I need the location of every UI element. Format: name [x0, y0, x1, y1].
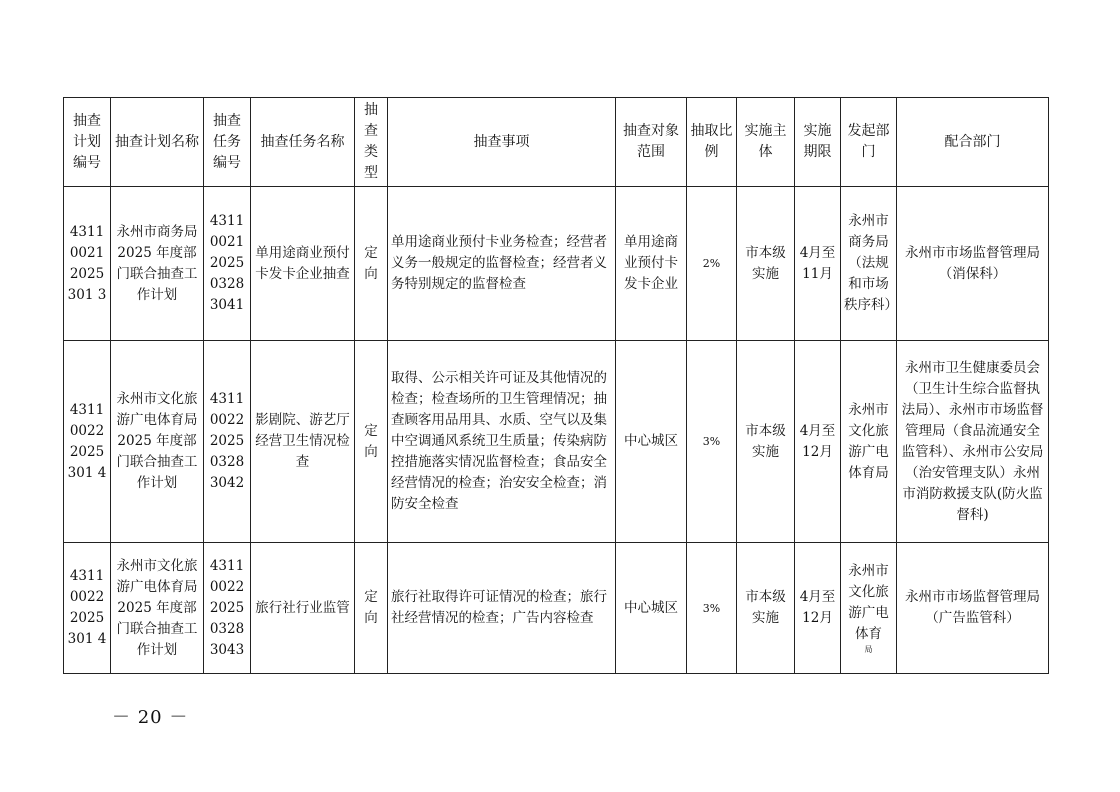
header-plan-name: 抽查计划名称	[111, 98, 204, 187]
header-period: 实施期限	[795, 98, 841, 187]
cell-period: 4月至11月	[795, 187, 841, 341]
cell-executor: 市本级实施	[737, 187, 795, 341]
header-items: 抽查事项	[388, 98, 616, 187]
cell-items: 旅行社取得许可证情况的检查；旅行社经营情况的检查；广告内容检查	[388, 543, 616, 674]
cell-scope: 单用途商业预付卡发卡企业	[616, 187, 687, 341]
cell-task-name: 单用途商业预付卡发卡企业抽查	[251, 187, 355, 341]
cell-initiator	[841, 543, 897, 674]
cell-initiator: 永州市商务局（法规和市场秩序科）	[841, 187, 897, 341]
cell-plan-name: 永州市文化旅游广电体育局 2025 年度部门联合抽查工作计划	[111, 543, 204, 674]
cell-type: 定向	[355, 341, 388, 543]
table-row	[64, 543, 1049, 674]
cell-plan-name: 永州市商务局 2025 年度部门联合抽查工作计划	[111, 187, 204, 341]
cell-type: 定向	[355, 543, 388, 674]
cell-items: 取得、公示相关许可证及其他情况的检查；检查场所的卫生管理情况；抽查顾客用品用具、水质、空气以及集中空调通风系统卫生质量；传染病防控措施落实情况监督检查；食品安全经营情况的检查；治安安全检查；消防安全检查	[388, 341, 616, 543]
cell-scope: 中心城区	[616, 543, 687, 674]
header-task-no: 抽查任务编号	[204, 98, 251, 187]
cell-ratio: 2%	[687, 187, 737, 341]
cell-task-no: 4311002120250328 3041	[204, 187, 251, 341]
cell-period: 4月至12月	[795, 543, 841, 674]
cell-ratio: 3%	[687, 341, 737, 543]
header-plan-no: 抽查计划编号	[64, 98, 111, 187]
cell-initiator: 永州市文化旅游广电体育局	[841, 341, 897, 543]
cell-plan-name: 永州市文化旅游广电体育局 2025 年度部门联合抽查工作计划	[111, 341, 204, 543]
cell-executor: 市本级实施	[737, 341, 795, 543]
cell-items: 单用途商业预付卡业务检查；经营者义务一般规定的监督检查；经营者义务特别规定的监督检查	[388, 187, 616, 341]
table-row	[64, 187, 1049, 341]
cell-cooperator: 永州市市场监督管理局（消保科）	[897, 187, 1049, 341]
cell-type: 定向	[355, 187, 388, 341]
cell-cooperator: 永州市卫生健康委员会（卫生计生综合监督执法局）、永州市市场监督管理局（食品流通安全监管科）、永州市公安局（治安管理支队）永州市消防救援支队(防火监督科)	[897, 341, 1049, 543]
cell-executor: 市本级实施	[737, 543, 795, 674]
header-executor: 实施主体	[737, 98, 795, 187]
header-task-name: 抽查任务名称	[251, 98, 355, 187]
spot-check-plan-table	[63, 97, 1049, 674]
cell-period: 4月至12月	[795, 341, 841, 543]
header-cooperator: 配合部门	[897, 98, 1049, 187]
cell-task-no: 4311002220250328 3043	[204, 543, 251, 674]
cell-plan-no: 431100222025301 4	[64, 543, 111, 674]
cell-plan-no: 431100212025301 3	[64, 187, 111, 341]
initiator-main: 永州市文化旅游广电体育	[848, 563, 889, 642]
cell-ratio: 3%	[687, 543, 737, 674]
header-type: 抽查类型	[355, 98, 388, 187]
page-number: － 20 －	[112, 707, 189, 728]
header-scope: 抽查对象范围	[616, 98, 687, 187]
cell-plan-no: 431100222025301 4	[64, 341, 111, 543]
cell-scope: 中心城区	[616, 341, 687, 543]
table-row	[64, 341, 1049, 543]
cell-task-no: 4311002220250328 3042	[204, 341, 251, 543]
initiator-tail: 局	[864, 645, 873, 654]
header-initiator: 发起部门	[841, 98, 897, 187]
header-ratio: 抽取比例	[687, 98, 737, 187]
cell-cooperator: 永州市市场监督管理局（广告监管科）	[897, 543, 1049, 674]
cell-task-name: 影剧院、游艺厅经营卫生情况检查	[251, 341, 355, 543]
table-header-row	[64, 98, 1049, 187]
cell-task-name: 旅行社行业监管	[251, 543, 355, 674]
